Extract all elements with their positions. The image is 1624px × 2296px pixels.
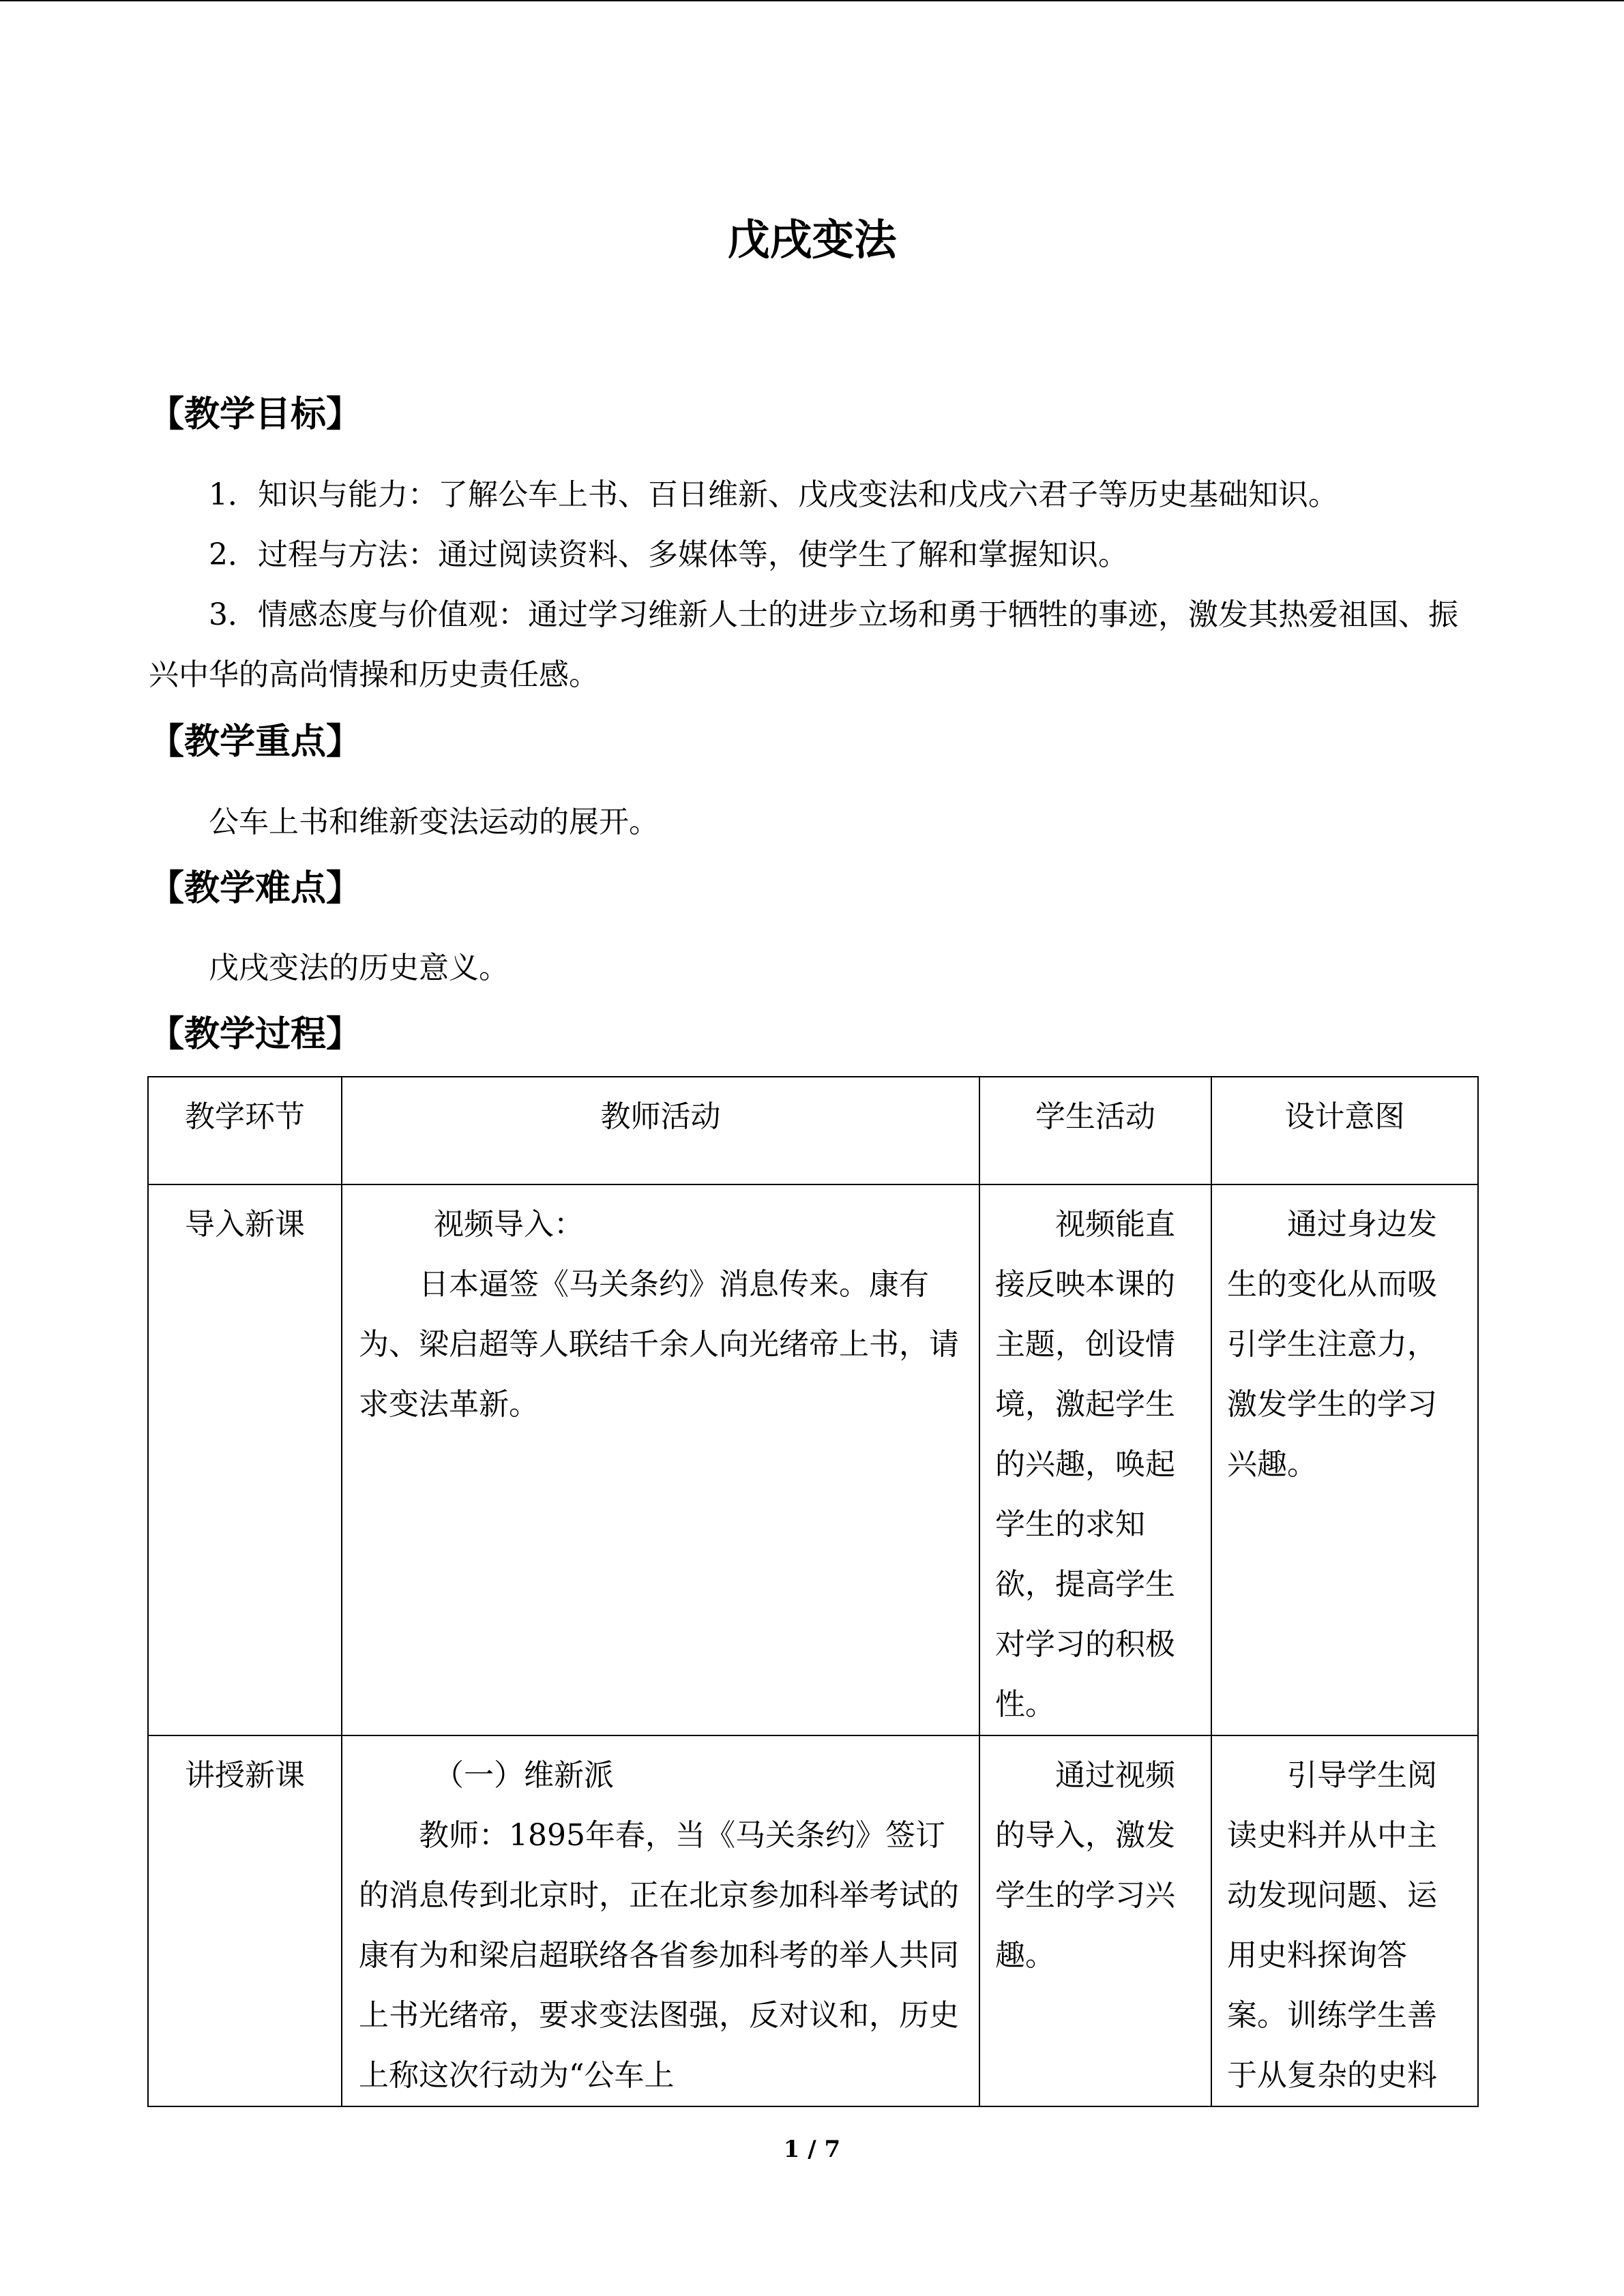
- key-points-text: 公车上书和维新变法运动的展开。: [209, 805, 659, 839]
- table-header-row: [148, 1077, 1478, 1184]
- design-intent-cell: [1211, 1735, 1478, 2106]
- objective-item-3: 3．情感态度与价值观：通过学习维新人士的进步立场和勇于牺牲的事迹，激发其热爱祖国、振兴中华的高尚情操和历史责任感。: [149, 597, 1458, 692]
- difficulties-text: 戊戌变法的历史意义。: [209, 951, 509, 985]
- objective-item-1: 1．知识与能力：了解公车上书、百日维新、戊戌变法和戊戌六君子等历史基础知识。: [209, 477, 1338, 512]
- header-design-intent: 设计意图: [1211, 1077, 1478, 1184]
- table-row: [148, 1184, 1478, 1735]
- section-heading-objectives: 【教学目标】: [149, 394, 362, 435]
- teacher-paragraph: 日本逼签《马关条约》消息传来。康有为、梁启超等人联结千余人向光绪帝上书，请求变法革新。: [359, 1267, 959, 1422]
- header-student-activity: 学生活动: [979, 1077, 1211, 1184]
- teacher-paragraph: 教师：1895年春，当《马关条约》签订的消息传到北京时，正在北京参加科举考试的康有为和梁启超联络各省参加科考的举人共同上书光绪帝，要求变法图强，反对议和，历史上称这次行动为“公车上: [359, 1818, 959, 2093]
- student-activity-text: 通过视频的导入，激发学生的学习兴趣。: [995, 1758, 1175, 1973]
- document-title: 戊戌变法: [727, 215, 897, 265]
- section-heading-process: 【教学过程】: [149, 1014, 362, 1055]
- header-stage: 教学环节: [148, 1077, 342, 1184]
- student-activity-cell: [979, 1735, 1211, 2106]
- design-intent-text: 通过身边发生的变化从而吸引学生注意力，激发学生的学习兴趣。: [1227, 1207, 1437, 1482]
- stage-cell: 导入新课: [148, 1184, 342, 1735]
- table-row: [148, 1735, 1478, 2106]
- section-heading-key-points: 【教学重点】: [149, 721, 362, 762]
- teacher-paragraph: （一）维新派: [434, 1758, 614, 1793]
- page-number: 1 / 7: [783, 2136, 841, 2163]
- objective-item-2: 2．过程与方法：通过阅读资料、多媒体等，使学生了解和掌握知识。: [209, 537, 1128, 572]
- teacher-activity-cell: [342, 1735, 979, 2106]
- design-intent-text: 引导学生阅读史料并从中主动发现问题、运用史料探询答案。训练学生善于从复杂的史料: [1227, 1758, 1437, 2093]
- design-intent-cell: [1211, 1184, 1478, 1735]
- student-activity-cell: [979, 1184, 1211, 1735]
- teacher-paragraph: 视频导入：: [434, 1207, 584, 1242]
- stage-cell: 讲授新课: [148, 1735, 342, 2106]
- section-heading-difficulties: 【教学难点】: [149, 868, 362, 909]
- header-teacher-activity: 教师活动: [342, 1077, 979, 1184]
- teacher-activity-cell: [342, 1184, 979, 1735]
- teaching-process-table: [147, 1076, 1479, 2107]
- student-activity-text: 视频能直接反映本课的主题，创设情境，激起学生的兴趣，唤起学生的求知欲，提高学生对学习的积极性。: [995, 1207, 1175, 1722]
